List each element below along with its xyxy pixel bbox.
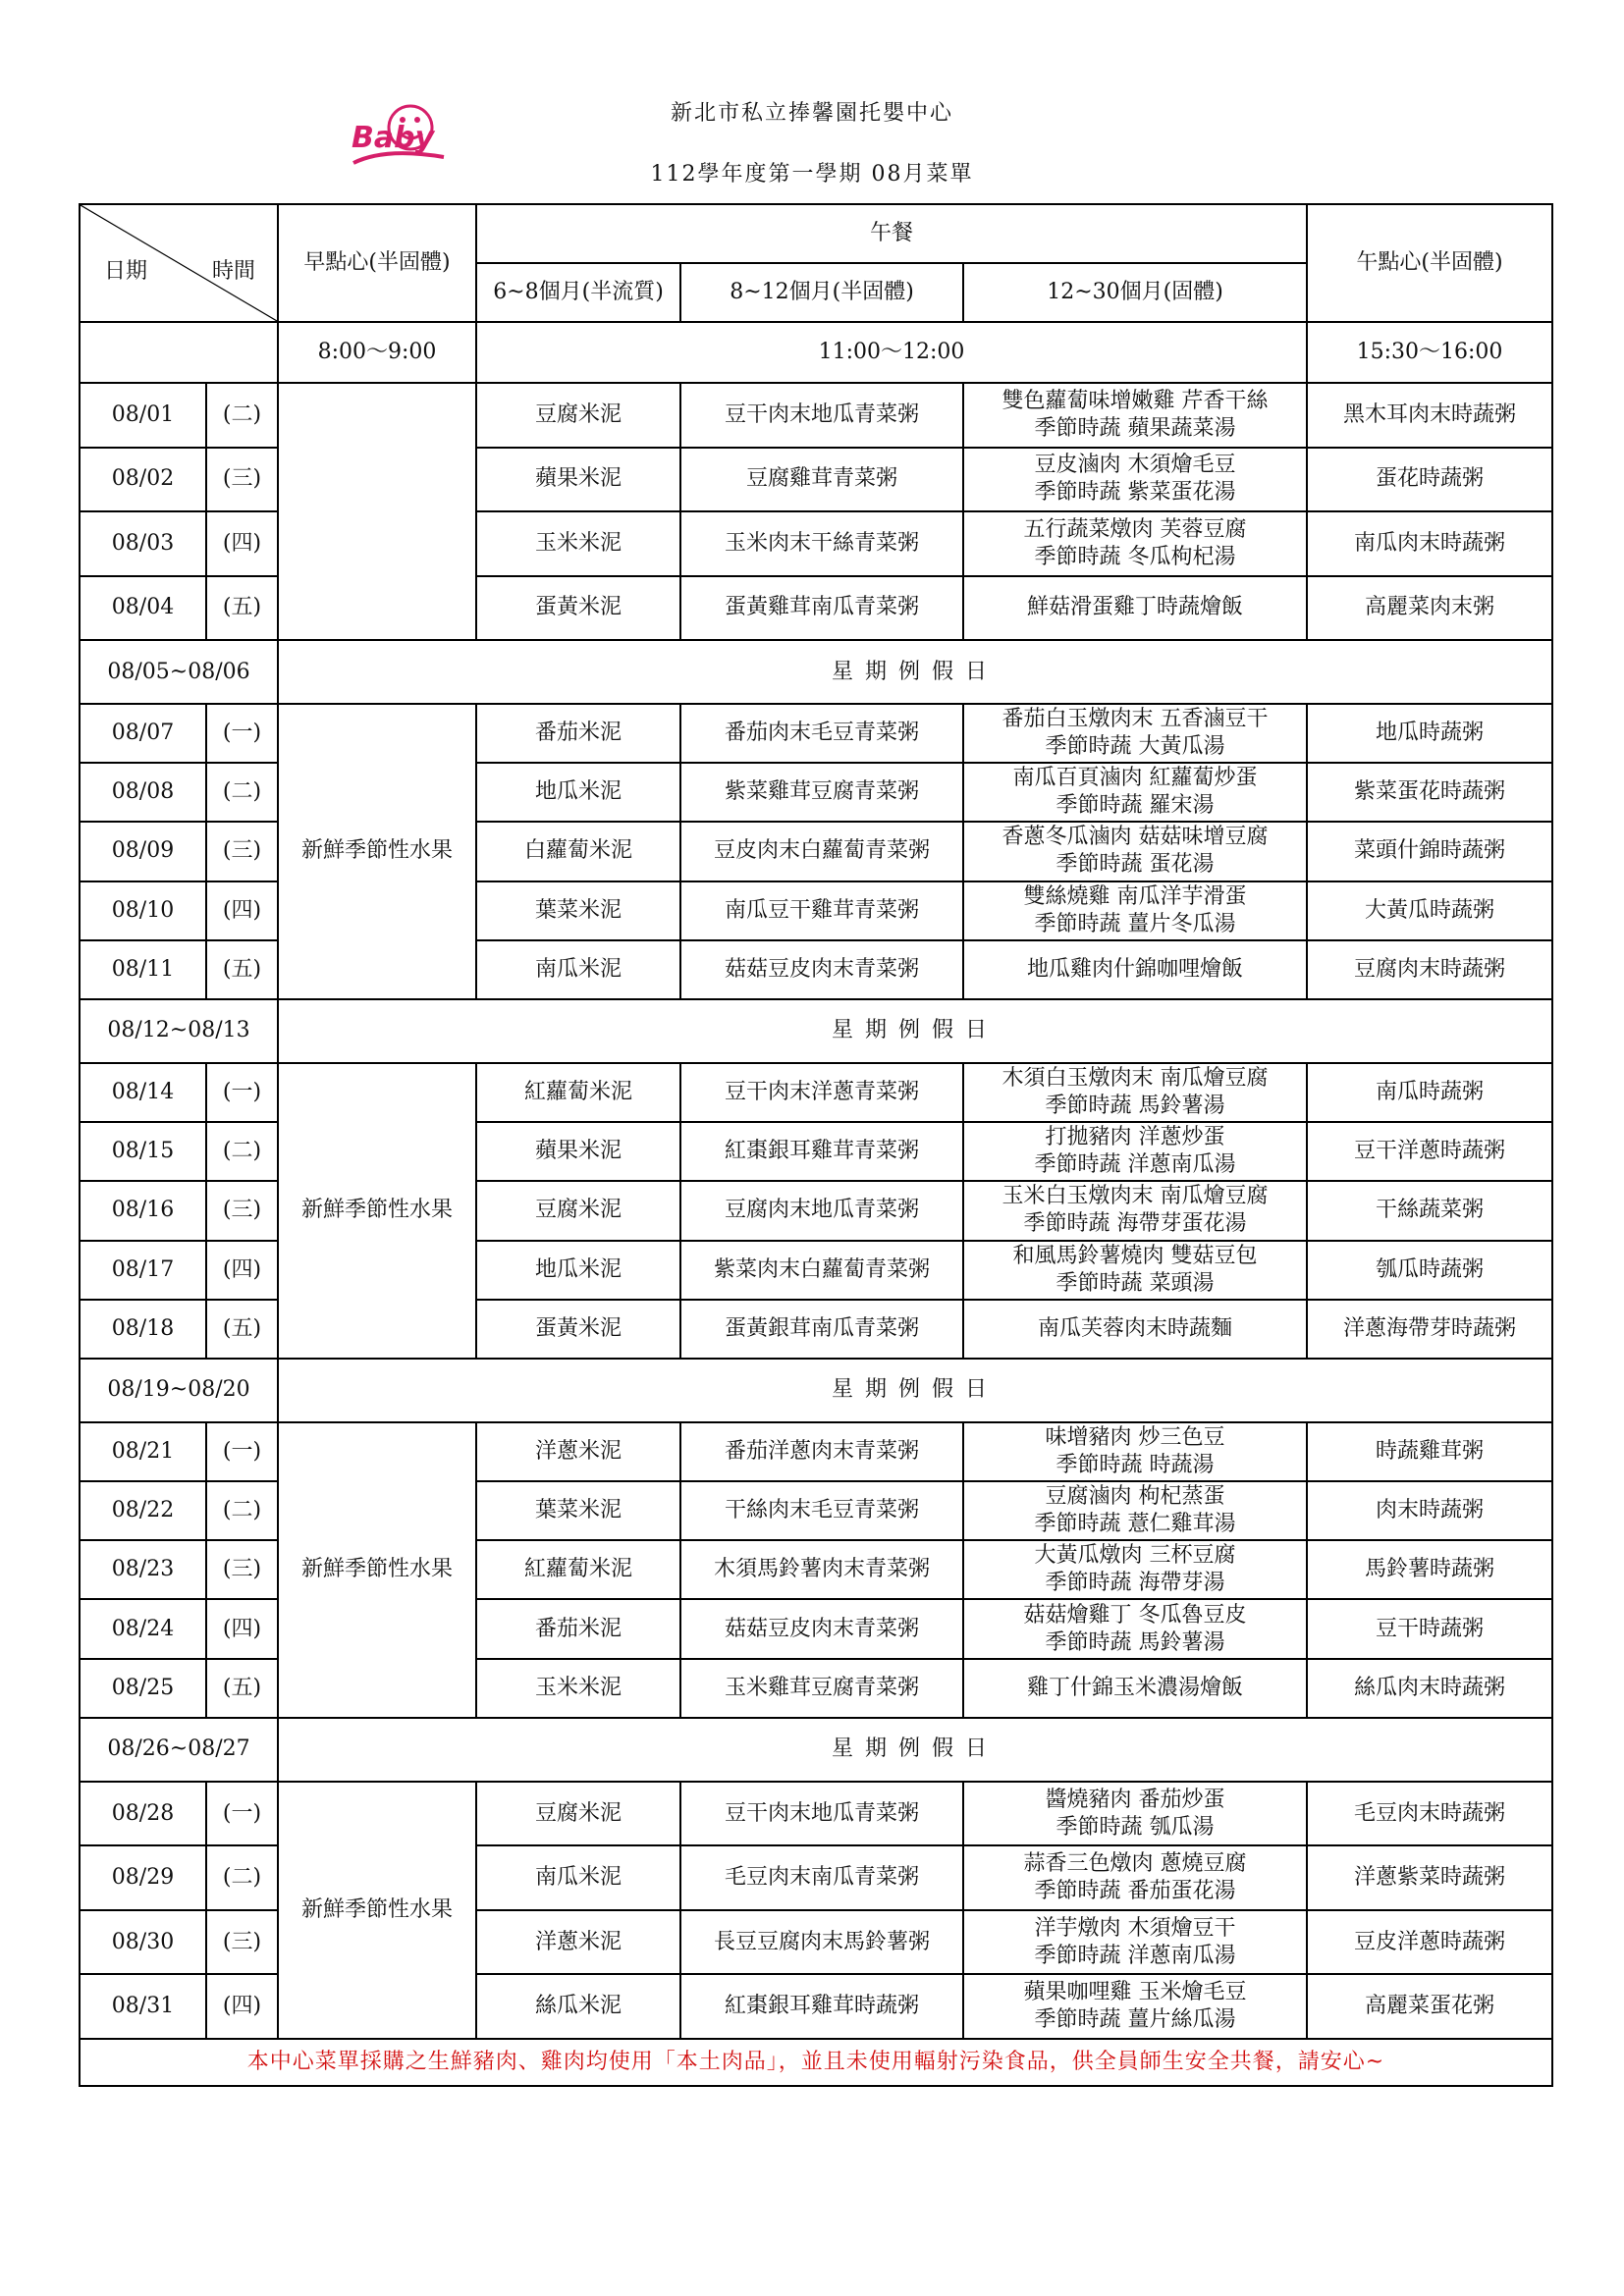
afternoon-cell: 時蔬雞茸粥 [1307,1422,1552,1481]
afternoon-cell: 瓠瓜時蔬粥 [1307,1241,1552,1300]
afternoon-cell: 高麗菜肉末粥 [1307,576,1552,641]
row-date: 08/31 [80,1974,206,2039]
lunch-12-30-main: 蒜香三色燉肉 蔥燒豆腐 [1023,1851,1247,1877]
lunch-6-8-cell: 豆腐米泥 [476,383,680,448]
lunch-12-30-main: 味增豬肉 炒三色豆 [1045,1424,1225,1450]
lunch-12-30-cell [963,1599,1307,1658]
row-weekday: (四) [206,1599,278,1658]
lunch-12-30-cell [963,383,1307,448]
holiday-label: 星期例假日 [278,640,1552,704]
lunch-12-30-main: 醬燒豬肉 番茄炒蛋 [1045,1787,1225,1812]
afternoon-time: 15:30～16:00 [1307,322,1552,383]
lunch-8-12-cell: 豆腐雞茸青菜粥 [680,448,963,512]
lunch-12-30-main: 蘋果咖哩雞 玉米燴毛豆 [1023,1980,1247,2005]
lunch-12-30-side: 季節時蔬 薑片絲瓜湯 [1034,2007,1236,2033]
row-date: 08/11 [80,940,206,999]
lunch-12-30-side: 季節時蔬 瓠瓜湯 [1056,1814,1215,1840]
holiday-row [80,1359,1552,1422]
lunch-8-12-cell: 豆腐肉末地瓜青菜粥 [680,1181,963,1240]
lunch-12-30-main: 打拋豬肉 洋蔥炒蛋 [1045,1125,1225,1150]
lunch-12-30-cell [963,448,1307,512]
lunch-8-12-cell: 木須馬鈴薯肉末青菜粥 [680,1540,963,1599]
lunch-12-30-cell [963,1845,1307,1910]
lunch-12-30-main: 香蔥冬瓜滷肉 菇菇味增豆腐 [1001,825,1269,850]
lunch-12-30-main: 雙絲燒雞 南瓜洋芋滑蛋 [1023,883,1247,909]
lunch-12-30-side: 季節時蔬 大黃瓜湯 [1045,734,1225,760]
afternoon-cell: 高麗菜蛋花粥 [1307,1974,1552,2039]
row-weekday: (五) [206,1300,278,1359]
lunch-12-30-side: 季節時蔬 洋蔥南瓜湯 [1034,1943,1236,1968]
menu-title: 112學年度第一學期 08月菜單 [650,162,974,187]
holiday-date-range: 08/12~08/13 [80,999,278,1063]
lunch-12-30-side: 季節時蔬 冬瓜枸杞湯 [1034,544,1236,569]
afternoon-cell: 蛋花時蔬粥 [1307,448,1552,512]
lunch-12-30-cell [963,1659,1307,1718]
afternoon-cell: 大黃瓜時蔬粥 [1307,881,1552,940]
lunch-12-30-cell [963,940,1307,999]
lunch-12-30-main: 地瓜雞肉什錦咖哩燴飯 [1026,956,1243,982]
menu-row [80,1782,1552,1846]
lunch-12-30-cell [963,881,1307,940]
afternoon-cell: 豆皮洋蔥時蔬粥 [1307,1910,1552,1975]
lunch-8-12-cell: 紫菜雞茸豆腐青菜粥 [680,763,963,822]
lunch-8-12-cell: 紅棗銀耳雞茸青菜粥 [680,1122,963,1181]
row-date: 08/22 [80,1481,206,1540]
lunch-12-30-side: 季節時蔬 薏仁雞茸湯 [1034,1512,1236,1537]
lunch-12-30-main: 鮮菇滑蛋雞丁時蔬燴飯 [1026,595,1243,620]
holiday-date-range: 08/26~08/27 [80,1718,278,1782]
lunch-12-30-main: 豆皮滷肉 木須燴毛豆 [1034,453,1236,478]
afternoon-cell: 南瓜時蔬粥 [1307,1063,1552,1122]
row-weekday: (五) [206,940,278,999]
row-date: 08/09 [80,822,206,881]
date-header-label: 日期 [104,259,148,284]
row-date: 08/15 [80,1122,206,1181]
row-date: 08/07 [80,704,206,763]
row-weekday: (四) [206,511,278,576]
afternoon-cell: 紫菜蛋花時蔬粥 [1307,763,1552,822]
lunch-header: 午餐 [476,204,1307,263]
afternoon-cell: 馬鈴薯時蔬粥 [1307,1540,1552,1599]
lunch-12-30-side: 季節時蔬 海帶芽蛋花湯 [1023,1211,1247,1237]
lunch-8-12-cell: 干絲肉末毛豆青菜粥 [680,1481,963,1540]
afternoon-header: 午點心(半固體) [1307,204,1552,322]
lunch-6-8-header: 6~8個月(半流質) [476,263,680,322]
afternoon-cell: 地瓜時蔬粥 [1307,704,1552,763]
menu-row [80,704,1552,763]
row-date: 08/14 [80,1063,206,1122]
center-name: 新北市私立捧馨園托嬰中心 [670,101,953,126]
lunch-12-30-main: 和風馬鈴薯燒肉 雙菇豆包 [1012,1243,1258,1268]
holiday-label: 星期例假日 [278,1718,1552,1782]
row-date: 08/30 [80,1910,206,1975]
row-weekday: (三) [206,822,278,881]
menu-row [80,1422,1552,1481]
lunch-12-30-cell [963,1122,1307,1181]
lunch-12-30-main: 洋芋燉肉 木須燴豆干 [1034,1915,1236,1941]
afternoon-cell: 肉末時蔬粥 [1307,1481,1552,1540]
breakfast-time: 8:00～9:00 [278,322,476,383]
lunch-6-8-cell: 絲瓜米泥 [476,1974,680,2039]
lunch-12-30-cell [963,1241,1307,1300]
lunch-6-8-cell: 蛋黃米泥 [476,576,680,641]
lunch-8-12-cell: 蛋黃雞茸南瓜青菜粥 [680,576,963,641]
lunch-6-8-cell: 南瓜米泥 [476,1845,680,1910]
lunch-8-12-cell: 菇菇豆皮肉末青菜粥 [680,1599,963,1658]
lunch-6-8-cell: 地瓜米泥 [476,1241,680,1300]
holiday-label: 星期例假日 [278,999,1552,1063]
lunch-12-30-cell [963,1300,1307,1359]
row-date: 08/10 [80,881,206,940]
lunch-12-30-cell [963,1422,1307,1481]
lunch-8-12-header: 8~12個月(半固體) [680,263,963,322]
row-weekday: (三) [206,1540,278,1599]
logo-text: Baby [352,121,435,155]
holiday-row [80,1718,1552,1782]
breakfast-cell: 新鮮季節性水果 [278,1063,476,1359]
lunch-8-12-cell: 蛋黃銀茸南瓜青菜粥 [680,1300,963,1359]
lunch-8-12-cell: 豆皮肉末白蘿蔔青菜粥 [680,822,963,881]
lunch-8-12-cell: 南瓜豆干雞茸青菜粥 [680,881,963,940]
row-date: 08/17 [80,1241,206,1300]
lunch-8-12-cell: 長豆豆腐肉末馬鈴薯粥 [680,1910,963,1975]
lunch-6-8-cell: 蘋果米泥 [476,448,680,512]
lunch-12-30-main: 南瓜芙蓉肉末時蔬麵 [1037,1315,1232,1341]
afternoon-cell: 洋蔥海帶芽時蔬粥 [1307,1300,1552,1359]
lunch-12-30-cell [963,1181,1307,1240]
lunch-12-30-main: 雞丁什錦玉米濃湯燴飯 [1026,1675,1243,1700]
lunch-6-8-cell: 番茄米泥 [476,704,680,763]
lunch-8-12-cell: 菇菇豆皮肉末青菜粥 [680,940,963,999]
row-weekday: (一) [206,1063,278,1122]
afternoon-cell: 菜頭什錦時蔬粥 [1307,822,1552,881]
row-weekday: (二) [206,1122,278,1181]
row-weekday: (五) [206,1659,278,1718]
holiday-row [80,999,1552,1063]
row-weekday: (三) [206,1910,278,1975]
lunch-6-8-cell: 葉菜米泥 [476,881,680,940]
holiday-label: 星期例假日 [278,1359,1552,1422]
lunch-12-30-main: 番茄白玉燉肉末 五香滷豆干 [1001,707,1269,732]
row-date: 08/25 [80,1659,206,1718]
row-weekday: (四) [206,881,278,940]
row-weekday: (一) [206,1422,278,1481]
date-time-header [80,204,278,322]
row-date: 08/02 [80,448,206,512]
lunch-12-30-cell [963,704,1307,763]
afternoon-cell: 毛豆肉末時蔬粥 [1307,1782,1552,1846]
footer-note: 本中心菜單採購之生鮮豬肉、雞肉均使用「本土肉品」，並且未使用輻射污染食品，供全員師生安全共餐，請安心~ [80,2039,1552,2086]
lunch-6-8-cell: 紅蘿蔔米泥 [476,1063,680,1122]
lunch-12-30-main: 木須白玉燉肉末 南瓜燴豆腐 [1001,1066,1269,1092]
lunch-12-30-cell [963,1481,1307,1540]
lunch-12-30-cell [963,1540,1307,1599]
row-date: 08/08 [80,763,206,822]
lunch-12-30-side: 季節時蔬 洋蔥南瓜湯 [1034,1152,1236,1178]
lunch-12-30-main: 大黃瓜燉肉 三杯豆腐 [1034,1543,1236,1569]
row-date: 08/18 [80,1300,206,1359]
lunch-12-30-cell [963,822,1307,881]
row-weekday: (三) [206,1181,278,1240]
row-weekday: (二) [206,1845,278,1910]
afternoon-cell: 豆干洋蔥時蔬粥 [1307,1122,1552,1181]
lunch-12-30-side: 季節時蔬 時蔬湯 [1056,1452,1215,1477]
row-weekday: (一) [206,704,278,763]
lunch-6-8-cell: 番茄米泥 [476,1599,680,1658]
lunch-8-12-cell: 豆干肉末地瓜青菜粥 [680,1782,963,1846]
lunch-8-12-cell: 玉米肉末干絲青菜粥 [680,511,963,576]
lunch-6-8-cell: 豆腐米泥 [476,1782,680,1846]
breakfast-cell: 新鮮季節性水果 [278,704,476,999]
lunch-12-30-side: 季節時蔬 番茄蛋花湯 [1034,1879,1236,1904]
lunch-time: 11:00～12:00 [476,322,1307,383]
afternoon-cell: 洋蔥紫菜時蔬粥 [1307,1845,1552,1910]
lunch-6-8-cell: 紅蘿蔔米泥 [476,1540,680,1599]
row-weekday: (五) [206,576,278,641]
breakfast-cell: 新鮮季節性水果 [278,1782,476,2039]
lunch-6-8-cell: 洋蔥米泥 [476,1422,680,1481]
lunch-12-30-main: 菇菇燴雞丁 冬瓜魯豆皮 [1023,1602,1247,1628]
row-date: 08/23 [80,1540,206,1599]
lunch-12-30-cell [963,1063,1307,1122]
lunch-6-8-cell: 洋蔥米泥 [476,1910,680,1975]
lunch-12-30-cell [963,763,1307,822]
row-weekday: (三) [206,448,278,512]
lunch-8-12-cell: 豆干肉末地瓜青菜粥 [680,383,963,448]
lunch-12-30-side: 季節時蔬 紫菜蛋花湯 [1034,480,1236,506]
lunch-8-12-cell: 毛豆肉末南瓜青菜粥 [680,1845,963,1910]
row-weekday: (二) [206,763,278,822]
lunch-8-12-cell: 番茄洋蔥肉末青菜粥 [680,1422,963,1481]
row-date: 08/16 [80,1181,206,1240]
lunch-12-30-cell [963,1782,1307,1846]
lunch-8-12-cell: 番茄肉末毛豆青菜粥 [680,704,963,763]
menu-table [79,203,1553,2087]
lunch-6-8-cell: 豆腐米泥 [476,1181,680,1240]
row-weekday: (二) [206,383,278,448]
lunch-12-30-side: 季節時蔬 馬鈴薯湯 [1045,1094,1225,1119]
lunch-12-30-cell [963,1974,1307,2039]
lunch-12-30-main: 豆腐滷肉 枸杞蒸蛋 [1045,1484,1225,1510]
holiday-row [80,640,1552,704]
lunch-8-12-cell: 玉米雞茸豆腐青菜粥 [680,1659,963,1718]
lunch-6-8-cell: 玉米米泥 [476,1659,680,1718]
lunch-6-8-cell: 蛋黃米泥 [476,1300,680,1359]
afternoon-cell: 豆干時蔬粥 [1307,1599,1552,1658]
row-date: 08/28 [80,1782,206,1846]
time-header-label: 時間 [211,259,255,284]
lunch-8-12-cell: 豆干肉末洋蔥青菜粥 [680,1063,963,1122]
row-weekday: (一) [206,1782,278,1846]
lunch-8-12-cell: 紫菜肉末白蘿蔔青菜粥 [680,1241,963,1300]
afternoon-cell: 干絲蔬菜粥 [1307,1181,1552,1240]
lunch-12-30-main: 南瓜百頁滷肉 紅蘿蔔炒蛋 [1012,766,1258,791]
lunch-6-8-cell: 地瓜米泥 [476,763,680,822]
lunch-12-30-side: 季節時蔬 海帶芽湯 [1045,1571,1225,1596]
lunch-6-8-cell: 葉菜米泥 [476,1481,680,1540]
lunch-12-30-side: 季節時蔬 薑片冬瓜湯 [1034,911,1236,936]
lunch-12-30-side: 季節時蔬 蘋果蔬菜湯 [1034,415,1236,441]
lunch-12-30-side: 季節時蔬 馬鈴薯湯 [1045,1629,1225,1655]
lunch-12-30-side: 季節時蔬 菜頭湯 [1056,1270,1215,1296]
lunch-12-30-side: 季節時蔬 蛋花湯 [1056,852,1215,878]
lunch-12-30-side: 季節時蔬 羅宋湯 [1056,793,1215,819]
row-date: 08/03 [80,511,206,576]
lunch-12-30-cell [963,1910,1307,1975]
holiday-date-range: 08/19~08/20 [80,1359,278,1422]
row-date: 08/04 [80,576,206,641]
lunch-12-30-main: 五行蔬菜燉肉 芙蓉豆腐 [1023,516,1247,542]
lunch-12-30-cell [963,576,1307,641]
lunch-12-30-main: 雙色蘿蔔味增嫩雞 芹香干絲 [1001,388,1269,413]
lunch-12-30-cell [963,511,1307,576]
lunch-6-8-cell: 玉米米泥 [476,511,680,576]
time-row-label-cell [80,322,278,383]
breakfast-header: 早點心(半固體) [278,204,476,322]
row-weekday: (二) [206,1481,278,1540]
afternoon-cell: 豆腐肉末時蔬粥 [1307,940,1552,999]
afternoon-cell: 南瓜肉末時蔬粥 [1307,511,1552,576]
row-date: 08/21 [80,1422,206,1481]
row-date: 08/29 [80,1845,206,1910]
row-date: 08/01 [80,383,206,448]
lunch-12-30-main: 玉米白玉燉肉末 南瓜燴豆腐 [1001,1184,1269,1209]
menu-row [80,1063,1552,1122]
holiday-date-range: 08/05~08/06 [80,640,278,704]
lunch-6-8-cell: 白蘿蔔米泥 [476,822,680,881]
row-weekday: (四) [206,1241,278,1300]
row-date: 08/24 [80,1599,206,1658]
lunch-6-8-cell: 南瓜米泥 [476,940,680,999]
breakfast-cell: 新鮮季節性水果 [278,1422,476,1718]
lunch-8-12-cell: 紅棗銀耳雞茸時蔬粥 [680,1974,963,2039]
lunch-12-30-header: 12~30個月(固體) [963,263,1307,322]
lunch-6-8-cell: 蘋果米泥 [476,1122,680,1181]
row-weekday: (四) [206,1974,278,2039]
menu-row [80,383,1552,448]
breakfast-cell [278,383,476,640]
afternoon-cell: 絲瓜肉末時蔬粥 [1307,1659,1552,1718]
afternoon-cell: 黑木耳肉末時蔬粥 [1307,383,1552,448]
